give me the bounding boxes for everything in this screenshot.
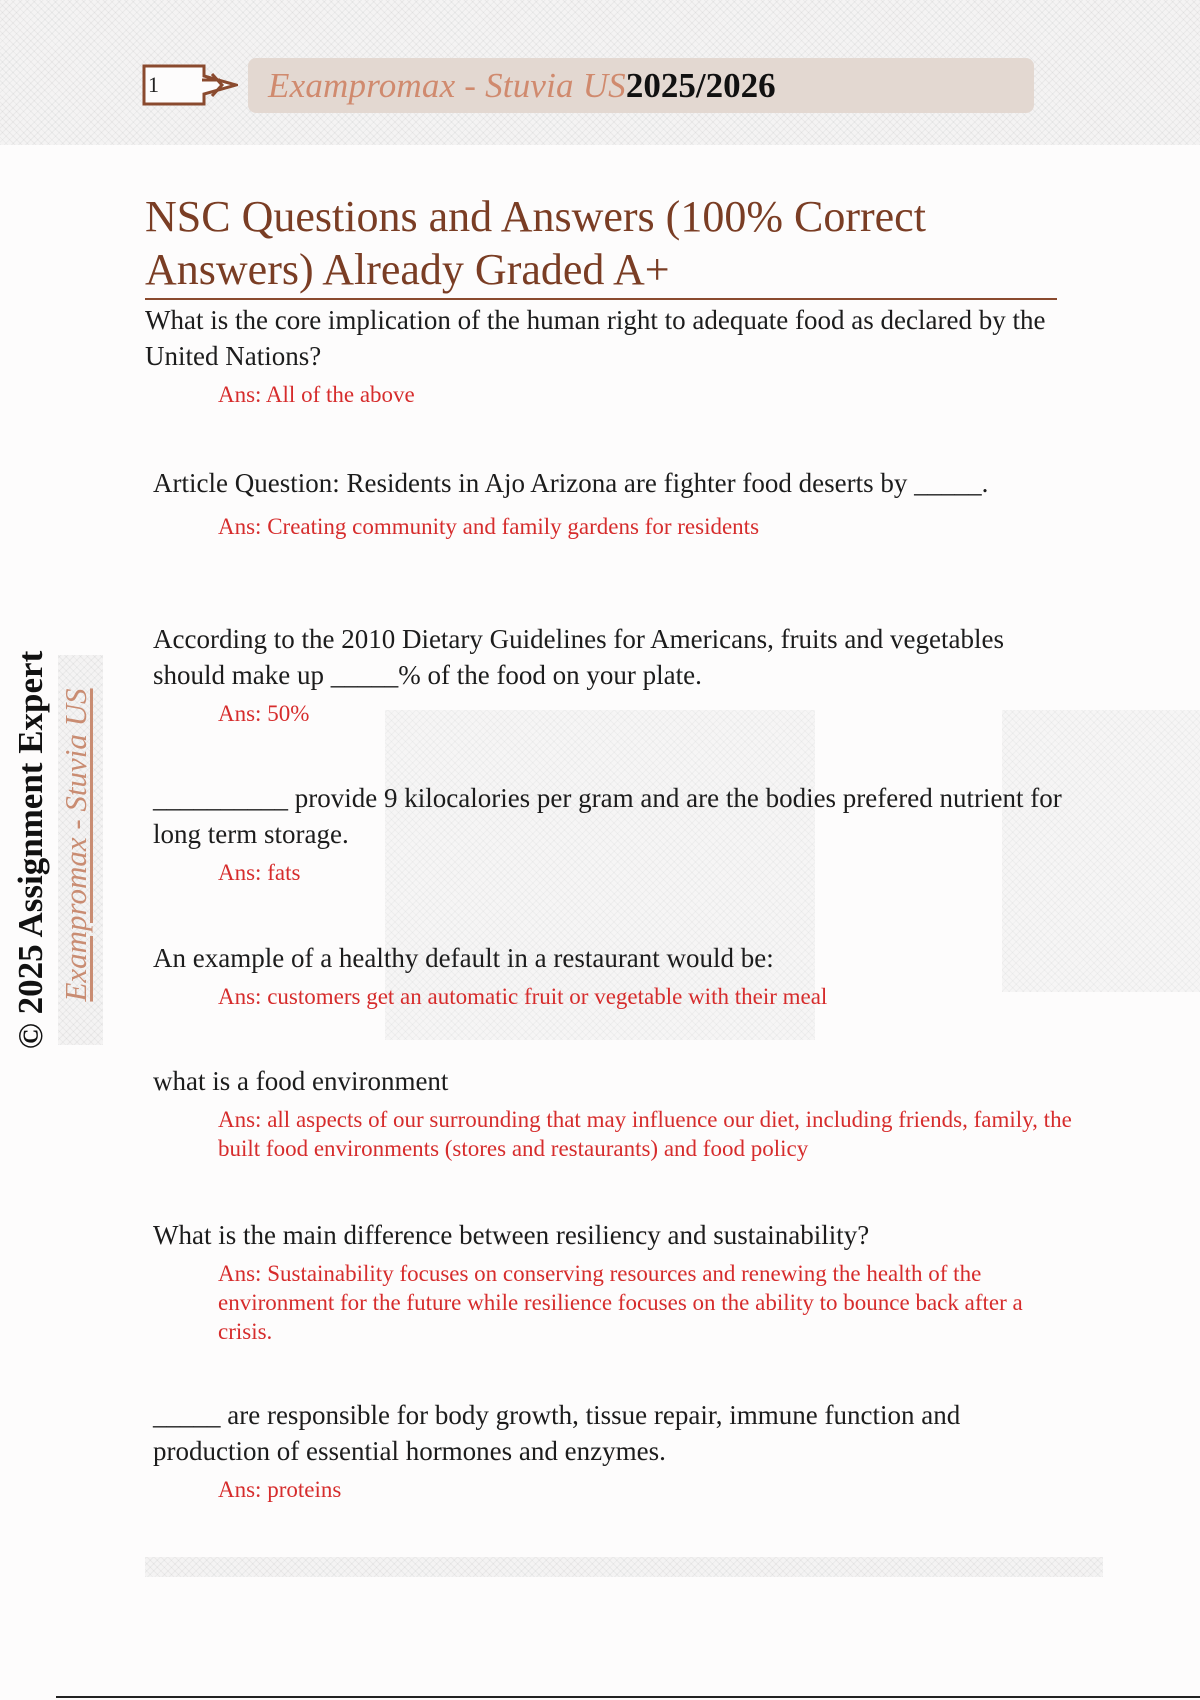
qa-item [145,1217,1075,1346]
answer: Ans: fats [218,860,301,885]
page-number: 1 [148,72,159,97]
question: An example of a healthy default in a restaurant would be: [153,943,774,973]
question: According to the 2010 Dietary Guidelines for Americans, fruits and vegetables should make up _____% of the food on your plate. [153,624,1005,690]
qa-item [145,1397,1075,1504]
answer: Ans: All of the above [218,382,415,407]
question: __________ provide 9 kilocalories per gram and are the bodies prefered nutrient for long term storage. [153,783,1062,849]
answer: Ans: customers get an automatic fruit or vegetable with their meal [218,984,828,1009]
question: what is a food environment [153,1066,449,1096]
answer: Ans: Sustainability focuses on conserving resources and renewing the health of the environment for the future while resilience focuses on the ability to bounce back after a crisis. [218,1261,1023,1344]
qa-item [145,621,1075,728]
copyright-watermark: © 2025 Assignment Expert [11,650,50,1050]
document-title: NSC Questions and Answers (100% Correct Answers) Already Graded A+ [145,190,1057,300]
footer-divider [145,1557,1103,1577]
question: What is the core implication of the human right to adequate food as declared by the United Nations? [145,305,1046,371]
header-year: 2025/2026 [625,65,776,105]
bottom-rule [56,1696,1200,1698]
answer: Ans: all aspects of our surrounding that may influence our diet, including friends, family, the built food environments (stores and restaurants) and food policy [218,1107,1072,1161]
answer: Ans: Creating community and family gardens for residents [218,514,760,539]
question: Article Question: Residents in Ajo Arizona are fighter food deserts by _____. [153,468,989,498]
header-title-bar [248,58,1034,113]
qa-item [145,461,1075,541]
question: _____ are responsible for body growth, tissue repair, immune function and production of essential hormones and enzymes. [153,1400,961,1466]
qa-item [145,780,1075,887]
header-brand: Exampromax - Stuvia US [268,65,626,105]
answer: Ans: proteins [218,1477,342,1502]
qa-item [145,1063,1075,1163]
question: What is the main difference between resiliency and sustainability? [153,1220,870,1250]
qa-item [145,302,1075,409]
brand-watermark: Exampromax - Stuvia US [58,688,93,1002]
answer: Ans: 50% [218,701,310,726]
qa-item [145,940,1075,1011]
